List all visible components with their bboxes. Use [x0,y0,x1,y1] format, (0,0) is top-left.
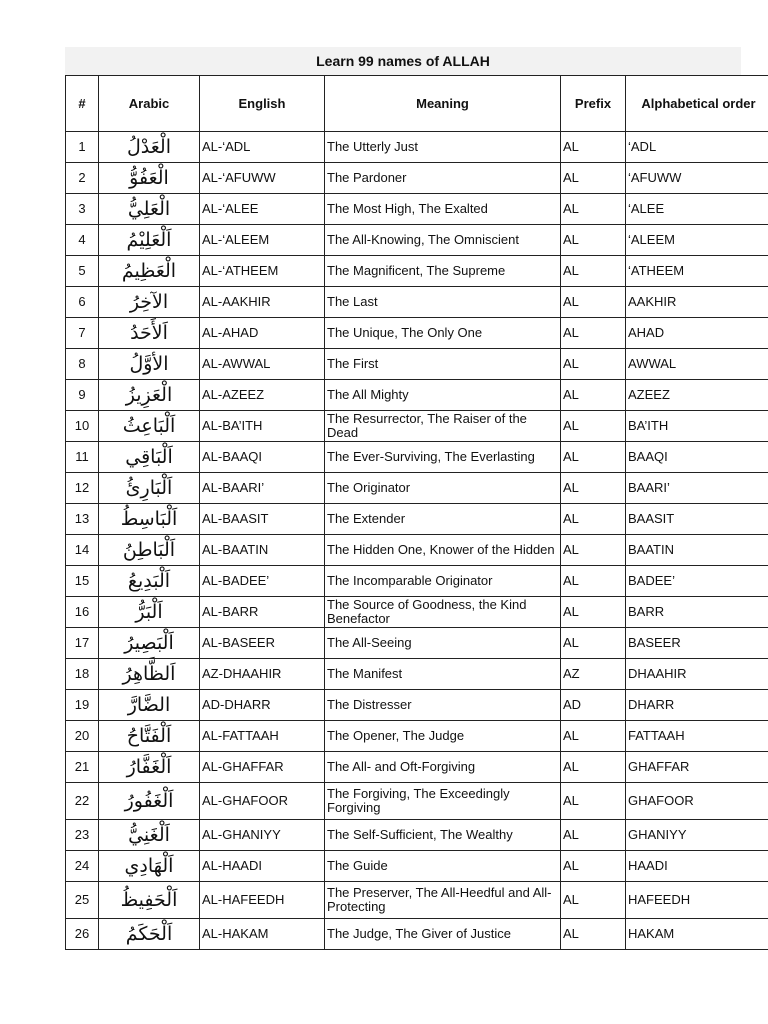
arabic-name: اَلأَحَدُ [99,318,200,349]
row-number: 1 [66,132,99,163]
meaning-text: The Pardoner [325,163,561,194]
row-number: 20 [66,721,99,752]
arabic-name: الْعَظِيمُ [99,256,200,287]
english-name: AL-HAFEEDH [200,882,325,919]
table-row [66,504,768,535]
prefix-text: AL [561,442,626,473]
arabic-name: اَلْبَاسِطُ [99,504,200,535]
row-number: 18 [66,659,99,690]
prefix-text: AL [561,919,626,950]
alphabetical-order-text: DHAAHIR [626,659,768,690]
table-row [66,380,768,411]
meaning-text: The Hidden One, Knower of the Hidden [325,535,561,566]
english-name: AL-AAKHIR [200,287,325,318]
english-name: AL-HAADI [200,851,325,882]
alphabetical-order-text: BARR [626,597,768,628]
header-alphabetical-order: Alphabetical order [626,76,768,132]
row-number: 24 [66,851,99,882]
arabic-name: اَلْغَفَّارُ [99,752,200,783]
prefix-text: AL [561,287,626,318]
table-row [66,349,768,380]
meaning-text: The Self-Sufficient, The Wealthy [325,820,561,851]
english-name: AL-BADEE’ [200,566,325,597]
row-number: 22 [66,783,99,820]
table-row [66,721,768,752]
meaning-text: The Resurrector, The Raiser of the Dead [325,411,561,442]
english-name: AL-AHAD [200,318,325,349]
meaning-text: The All- and Oft-Forgiving [325,752,561,783]
row-number: 9 [66,380,99,411]
row-number: 17 [66,628,99,659]
meaning-text: The Judge, The Giver of Justice [325,919,561,950]
english-name: AL-BAATIN [200,535,325,566]
alphabetical-order-text: BADEE’ [626,566,768,597]
table-body [66,132,768,950]
arabic-name: اَلْبَاعِثُ [99,411,200,442]
meaning-text: The Preserver, The All-Heedful and All-Protecting [325,882,561,919]
table-row [66,783,768,820]
alphabetical-order-text: AAKHIR [626,287,768,318]
table-row [66,820,768,851]
alphabetical-order-text: BAARI’ [626,473,768,504]
arabic-name: اَلْغَفُورُ [99,783,200,820]
row-number: 7 [66,318,99,349]
prefix-text: AL [561,535,626,566]
english-name: AL-BAAQI [200,442,325,473]
row-number: 16 [66,597,99,628]
table-row [66,163,768,194]
row-number: 14 [66,535,99,566]
english-name: AL-GHANIYY [200,820,325,851]
table-row [66,752,768,783]
arabic-name: الْعَدْلُ [99,132,200,163]
english-name: AL-‘ADL [200,132,325,163]
meaning-text: The Last [325,287,561,318]
alphabetical-order-text: DHARR [626,690,768,721]
table-row [66,919,768,950]
prefix-text: AL [561,566,626,597]
alphabetical-order-text: BASEER [626,628,768,659]
prefix-text: AL [561,752,626,783]
english-name: AL-BASEER [200,628,325,659]
arabic-name: اَلْغَنِيُّ [99,820,200,851]
meaning-text: The All-Knowing, The Omniscient [325,225,561,256]
row-number: 11 [66,442,99,473]
english-name: AL-GHAFOOR [200,783,325,820]
meaning-text: The Utterly Just [325,132,561,163]
header-meaning: Meaning [325,76,561,132]
arabic-name: اَلْبَصِيرُ [99,628,200,659]
arabic-name: اَلظَّاهِرُ [99,659,200,690]
prefix-text: AL [561,473,626,504]
header-prefix: Prefix [561,76,626,132]
english-name: AL-AWWAL [200,349,325,380]
alphabetical-order-text: AWWAL [626,349,768,380]
meaning-text: The Magnificent, The Supreme [325,256,561,287]
table-row [66,411,768,442]
alphabetical-order-text: BAATIN [626,535,768,566]
names-sheet [65,47,756,950]
alphabetical-order-text: ‘AFUWW [626,163,768,194]
row-number: 23 [66,820,99,851]
alphabetical-order-text: ‘ADL [626,132,768,163]
alphabetical-order-text: GHAFFAR [626,752,768,783]
prefix-text: AL [561,380,626,411]
arabic-name: الْعَلِيُّ [99,194,200,225]
english-name: AL-‘AFUWW [200,163,325,194]
meaning-text: The First [325,349,561,380]
english-name: AZ-DHAAHIR [200,659,325,690]
prefix-text: AZ [561,659,626,690]
prefix-text: AL [561,225,626,256]
english-name: AL-HAKAM [200,919,325,950]
prefix-text: AL [561,882,626,919]
alphabetical-order-text: ‘ALEEM [626,225,768,256]
meaning-text: The Ever-Surviving, The Everlasting [325,442,561,473]
prefix-text: AL [561,721,626,752]
table-row [66,882,768,919]
row-number: 26 [66,919,99,950]
meaning-text: The Forgiving, The Exceedingly Forgiving [325,783,561,820]
alphabetical-order-text: FATTAAH [626,721,768,752]
prefix-text: AL [561,163,626,194]
prefix-text: AL [561,318,626,349]
prefix-text: AL [561,411,626,442]
table-row [66,535,768,566]
table-row [66,628,768,659]
arabic-name: اَلْعَلِيْمُ [99,225,200,256]
prefix-text: AD [561,690,626,721]
table-row [66,442,768,473]
alphabetical-order-text: ‘ALEE [626,194,768,225]
meaning-text: The Originator [325,473,561,504]
english-name: AL-BA’ITH [200,411,325,442]
header-number: # [66,76,99,132]
arabic-name: اَلْبَاقِي [99,442,200,473]
row-number: 25 [66,882,99,919]
english-name: AL-BAARI’ [200,473,325,504]
arabic-name: اَلْبَارِئُ [99,473,200,504]
row-number: 6 [66,287,99,318]
english-name: AD-DHARR [200,690,325,721]
table-row [66,473,768,504]
arabic-name: الْعَزِيزُ [99,380,200,411]
arabic-name: الأوَّلُ [99,349,200,380]
meaning-text: The Unique, The Only One [325,318,561,349]
english-name: AL-‘ATHEEM [200,256,325,287]
header-english: English [200,76,325,132]
meaning-text: The All-Seeing [325,628,561,659]
row-number: 19 [66,690,99,721]
arabic-name: الْعَفُوُّ [99,163,200,194]
table-row [66,132,768,163]
meaning-text: The Manifest [325,659,561,690]
row-number: 13 [66,504,99,535]
arabic-name: الآخِرُ [99,287,200,318]
table-row [66,659,768,690]
prefix-text: AL [561,851,626,882]
arabic-name: اَلْبَرُّ [99,597,200,628]
english-name: AL-AZEEZ [200,380,325,411]
meaning-text: The All Mighty [325,380,561,411]
row-number: 15 [66,566,99,597]
row-number: 12 [66,473,99,504]
meaning-text: The Extender [325,504,561,535]
prefix-text: AL [561,132,626,163]
alphabetical-order-text: BAASIT [626,504,768,535]
alphabetical-order-text: BA’ITH [626,411,768,442]
row-number: 2 [66,163,99,194]
row-number: 8 [66,349,99,380]
english-name: AL-GHAFFAR [200,752,325,783]
row-number: 3 [66,194,99,225]
names-table [65,75,768,950]
meaning-text: The Opener, The Judge [325,721,561,752]
english-name: AL-BARR [200,597,325,628]
english-name: AL-BAASIT [200,504,325,535]
row-number: 10 [66,411,99,442]
alphabetical-order-text: GHANIYY [626,820,768,851]
arabic-name: اَلْحَكَمُ [99,919,200,950]
prefix-text: AL [561,628,626,659]
table-row [66,225,768,256]
prefix-text: AL [561,783,626,820]
prefix-text: AL [561,504,626,535]
meaning-text: The Incomparable Originator [325,566,561,597]
table-row [66,851,768,882]
prefix-text: AL [561,256,626,287]
alphabetical-order-text: HAKAM [626,919,768,950]
alphabetical-order-text: GHAFOOR [626,783,768,820]
prefix-text: AL [561,820,626,851]
meaning-text: The Source of Goodness, the Kind Benefactor [325,597,561,628]
arabic-name: اَلْحَفِيظُ [99,882,200,919]
prefix-text: AL [561,349,626,380]
alphabetical-order-text: HAFEEDH [626,882,768,919]
table-row [66,194,768,225]
english-name: AL-‘ALEEM [200,225,325,256]
row-number: 5 [66,256,99,287]
meaning-text: The Most High, The Exalted [325,194,561,225]
table-row [66,256,768,287]
row-number: 4 [66,225,99,256]
alphabetical-order-text: AZEEZ [626,380,768,411]
header-arabic: Arabic [99,76,200,132]
prefix-text: AL [561,597,626,628]
sheet-title: Learn 99 names of ALLAH [65,47,741,75]
alphabetical-order-text: HAADI [626,851,768,882]
table-row [66,690,768,721]
english-name: AL-FATTAAH [200,721,325,752]
table-row [66,566,768,597]
prefix-text: AL [561,194,626,225]
table-row [66,597,768,628]
arabic-name: اَلْبَدِيعُ [99,566,200,597]
table-row [66,287,768,318]
meaning-text: The Distresser [325,690,561,721]
alphabetical-order-text: ‘ATHEEM [626,256,768,287]
header-row [66,76,768,132]
arabic-name: اَلْبَاطِنُ [99,535,200,566]
meaning-text: The Guide [325,851,561,882]
arabic-name: اَلْفَتَّاحُ [99,721,200,752]
alphabetical-order-text: BAAQI [626,442,768,473]
arabic-name: الضَّارَّ [99,690,200,721]
arabic-name: اَلْهَادِي [99,851,200,882]
row-number: 21 [66,752,99,783]
alphabetical-order-text: AHAD [626,318,768,349]
english-name: AL-‘ALEE [200,194,325,225]
table-row [66,318,768,349]
